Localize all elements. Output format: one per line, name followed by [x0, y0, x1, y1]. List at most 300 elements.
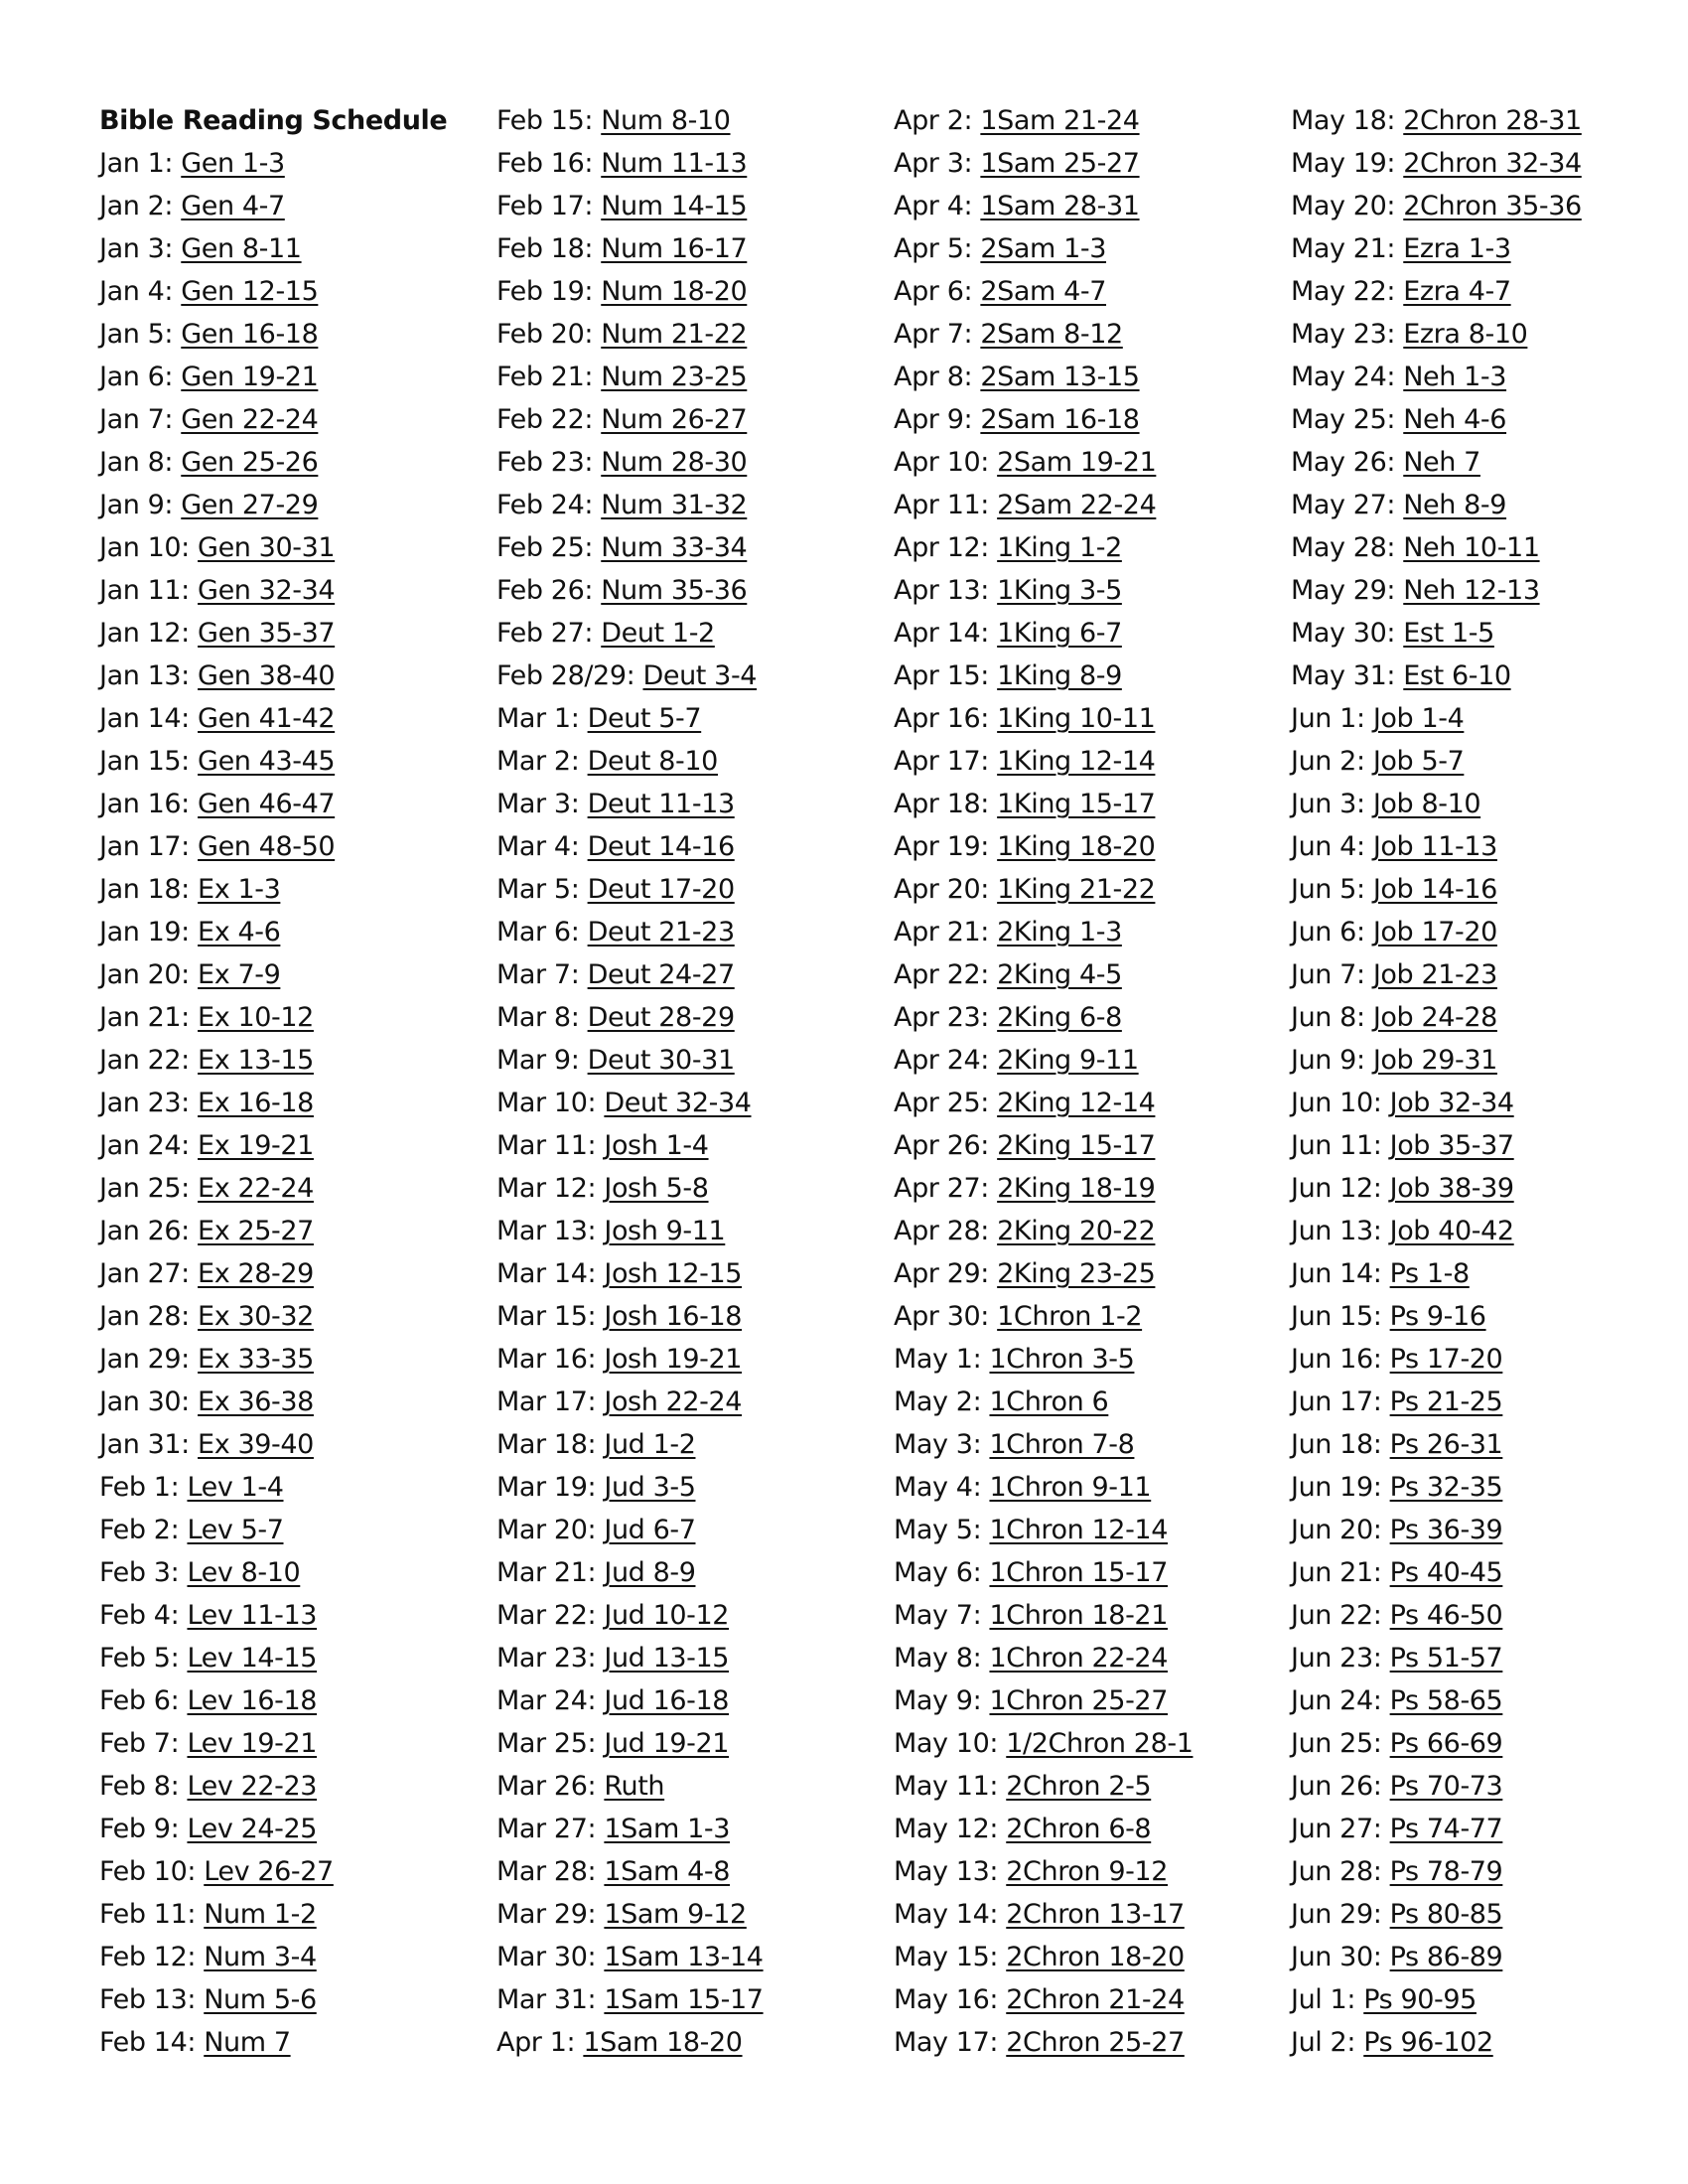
schedule-date: Feb 9:	[99, 1814, 180, 1844]
schedule-row	[894, 526, 1281, 569]
schedule-date: Feb 26:	[496, 575, 594, 606]
reading-link[interactable]: Ps 58-65	[1389, 1685, 1503, 1716]
reading-link[interactable]: Ex 30-32	[198, 1301, 314, 1332]
schedule-date: May 4:	[894, 1472, 982, 1503]
schedule-date: May 20:	[1291, 191, 1396, 221]
schedule-date: Jun 16:	[1291, 1344, 1382, 1375]
schedule-date: Feb 20:	[496, 319, 594, 350]
reading-link[interactable]: 1Sam 1-3	[604, 1814, 731, 1844]
schedule-date: Jun 19:	[1291, 1472, 1382, 1503]
reading-link[interactable]: Jud 1-2	[604, 1429, 696, 1460]
reading-link[interactable]: Josh 1-4	[604, 1130, 709, 1161]
reading-link[interactable]: 2Chron 28-31	[1403, 105, 1582, 136]
reading-link[interactable]: 1Chron 12-14	[989, 1515, 1168, 1545]
reading-link[interactable]: Lev 14-15	[187, 1643, 318, 1674]
reading-link[interactable]: 1King 6-7	[997, 618, 1122, 649]
reading-link[interactable]: Gen 12-15	[181, 276, 319, 307]
schedule-column-4	[1291, 99, 1678, 2064]
schedule-date: Jan 22:	[99, 1045, 190, 1076]
reading-link[interactable]: Gen 46-47	[198, 789, 336, 819]
reading-link[interactable]: 2Chron 9-12	[1006, 1856, 1168, 1887]
schedule-row	[99, 1978, 487, 2021]
reading-link[interactable]: 1Chron 9-11	[989, 1472, 1152, 1503]
reading-link[interactable]: Gen 19-21	[181, 362, 319, 392]
reading-link[interactable]: 1King 15-17	[997, 789, 1156, 819]
reading-link[interactable]: Lev 24-25	[187, 1814, 318, 1844]
schedule-date: Apr 12:	[894, 532, 989, 563]
schedule-date: Jun 21:	[1291, 1557, 1382, 1588]
reading-link[interactable]: Ezra 1-3	[1403, 233, 1511, 264]
reading-link[interactable]: Deut 1-2	[601, 618, 715, 649]
schedule-date: Feb 22:	[496, 404, 594, 435]
schedule-row	[894, 398, 1281, 441]
schedule-date: Mar 8:	[496, 1002, 580, 1033]
reading-link[interactable]: Num 5-6	[204, 1984, 317, 2015]
schedule-date: Mar 18:	[496, 1429, 597, 1460]
reading-link[interactable]: Deut 5-7	[587, 703, 702, 734]
reading-link[interactable]: Job 32-34	[1389, 1088, 1514, 1118]
reading-link[interactable]: Ex 28-29	[198, 1258, 314, 1289]
reading-link[interactable]: Gen 1-3	[181, 148, 285, 179]
reading-link[interactable]: Jud 13-15	[604, 1643, 730, 1674]
schedule-row	[99, 1893, 487, 1936]
schedule-row	[894, 2021, 1281, 2064]
schedule-row	[1291, 1338, 1678, 1381]
reading-link[interactable]: 2Chron 32-34	[1403, 148, 1582, 179]
schedule-row	[496, 99, 884, 142]
schedule-row	[99, 1466, 487, 1509]
reading-link[interactable]: Deut 28-29	[587, 1002, 735, 1033]
reading-link[interactable]: 1Sam 28-31	[980, 191, 1140, 221]
reading-link[interactable]: Ps 40-45	[1389, 1557, 1503, 1588]
reading-link[interactable]: Gen 32-34	[198, 575, 336, 606]
schedule-row	[496, 398, 884, 441]
reading-link[interactable]: 2Sam 19-21	[997, 447, 1157, 478]
schedule-row	[496, 996, 884, 1039]
reading-link[interactable]: Ex 7-9	[198, 959, 281, 990]
reading-link[interactable]: Lev 11-13	[187, 1600, 318, 1631]
reading-link[interactable]: Gen 41-42	[198, 703, 336, 734]
reading-link[interactable]: 2Chron 21-24	[1006, 1984, 1185, 2015]
reading-link[interactable]: Job 17-20	[1372, 917, 1497, 947]
schedule-date: May 29:	[1291, 575, 1396, 606]
schedule-date: May 23:	[1291, 319, 1396, 350]
reading-link[interactable]: Lev 26-27	[204, 1856, 334, 1887]
reading-link[interactable]: Ex 16-18	[198, 1088, 314, 1118]
reading-link[interactable]: Num 21-22	[601, 319, 748, 350]
schedule-date: Jan 9:	[99, 490, 174, 520]
reading-link[interactable]: Deut 32-34	[604, 1088, 752, 1118]
reading-link[interactable]: Num 14-15	[601, 191, 748, 221]
reading-link[interactable]: 1Sam 21-24	[980, 105, 1140, 136]
reading-link[interactable]: 1King 8-9	[997, 660, 1122, 691]
reading-link[interactable]: 1Sam 18-20	[583, 2027, 743, 2058]
reading-link[interactable]: Ruth	[604, 1771, 665, 1802]
reading-link[interactable]: Deut 24-27	[587, 959, 735, 990]
reading-link[interactable]: Num 23-25	[601, 362, 748, 392]
reading-link[interactable]: Ps 21-25	[1389, 1386, 1503, 1417]
schedule-row	[1291, 740, 1678, 783]
reading-link[interactable]: 1Chron 25-27	[989, 1685, 1168, 1716]
schedule-date: Mar 27:	[496, 1814, 597, 1844]
reading-link[interactable]: 1King 1-2	[997, 532, 1122, 563]
schedule-row	[894, 1167, 1281, 1210]
reading-link[interactable]: Jud 6-7	[604, 1515, 696, 1545]
schedule-date: Feb 5:	[99, 1643, 180, 1674]
reading-link[interactable]: Ex 22-24	[198, 1173, 314, 1204]
reading-link[interactable]: Est 1-5	[1403, 618, 1494, 649]
reading-link[interactable]: Jud 16-18	[604, 1685, 730, 1716]
reading-link[interactable]: Josh 9-11	[604, 1216, 726, 1246]
reading-link[interactable]: 2Sam 16-18	[980, 404, 1140, 435]
reading-link[interactable]: Num 31-32	[601, 490, 748, 520]
reading-link[interactable]: Num 8-10	[601, 105, 731, 136]
reading-link[interactable]: Job 35-37	[1389, 1130, 1514, 1161]
reading-link[interactable]: Job 40-42	[1389, 1216, 1514, 1246]
reading-link[interactable]: 2King 9-11	[997, 1045, 1139, 1076]
reading-link[interactable]: Ex 36-38	[198, 1386, 314, 1417]
schedule-row	[99, 783, 487, 825]
schedule-row	[496, 270, 884, 313]
schedule-row	[99, 996, 487, 1039]
reading-link[interactable]: Ex 10-12	[198, 1002, 314, 1033]
schedule-date: May 2:	[894, 1386, 982, 1417]
schedule-date: Feb 21:	[496, 362, 594, 392]
reading-link[interactable]: Gen 30-31	[198, 532, 336, 563]
reading-link[interactable]: 2Chron 18-20	[1006, 1942, 1185, 1972]
reading-link[interactable]: Lev 16-18	[187, 1685, 318, 1716]
reading-link[interactable]: Deut 3-4	[642, 660, 758, 691]
reading-link[interactable]: Deut 14-16	[587, 831, 735, 862]
reading-link[interactable]: Ps 51-57	[1389, 1643, 1503, 1674]
reading-link[interactable]: 2King 4-5	[997, 959, 1122, 990]
reading-link[interactable]: 2King 1-3	[997, 917, 1122, 947]
schedule-row	[894, 1509, 1281, 1551]
schedule-date: Apr 7:	[894, 319, 973, 350]
reading-link[interactable]: Josh 22-24	[604, 1386, 743, 1417]
schedule-date: May 22:	[1291, 276, 1396, 307]
reading-link[interactable]: Ps 70-73	[1389, 1771, 1503, 1802]
reading-link[interactable]: Ps 32-35	[1389, 1472, 1503, 1503]
reading-link[interactable]: Ex 4-6	[198, 917, 281, 947]
reading-link[interactable]: Num 28-30	[601, 447, 748, 478]
reading-link[interactable]: Gen 8-11	[181, 233, 302, 264]
reading-link[interactable]: Ps 78-79	[1389, 1856, 1503, 1887]
reading-link[interactable]: 1King 12-14	[997, 746, 1156, 777]
reading-link[interactable]: Ps 80-85	[1389, 1899, 1503, 1930]
reading-link[interactable]: 1Chron 6	[989, 1386, 1109, 1417]
reading-link[interactable]: Ps 36-39	[1389, 1515, 1503, 1545]
reading-link[interactable]: Gen 25-26	[181, 447, 319, 478]
reading-link[interactable]: 1King 10-11	[997, 703, 1156, 734]
schedule-date: Jan 12:	[99, 618, 190, 649]
schedule-row	[99, 569, 487, 612]
reading-link[interactable]: 2Chron 2-5	[1006, 1771, 1152, 1802]
schedule-row	[496, 1167, 884, 1210]
reading-link[interactable]: Num 18-20	[601, 276, 748, 307]
reading-link[interactable]: Gen 38-40	[198, 660, 336, 691]
reading-link[interactable]: Deut 17-20	[587, 874, 735, 905]
schedule-date: Mar 15:	[496, 1301, 597, 1332]
reading-link[interactable]: Neh 1-3	[1403, 362, 1507, 392]
reading-link[interactable]: Job 8-10	[1372, 789, 1481, 819]
schedule-row	[894, 99, 1281, 142]
reading-link[interactable]: Job 1-4	[1372, 703, 1465, 734]
schedule-row	[99, 1295, 487, 1338]
schedule-row	[894, 227, 1281, 270]
schedule-date: Feb 13:	[99, 1984, 197, 2015]
reading-link[interactable]: 2King 6-8	[997, 1002, 1122, 1033]
schedule-row	[496, 484, 884, 526]
schedule-row	[1291, 569, 1678, 612]
schedule-date: Mar 11:	[496, 1130, 597, 1161]
schedule-date: Jan 31:	[99, 1429, 190, 1460]
schedule-row	[1291, 1850, 1678, 1893]
schedule-date: Jun 4:	[1291, 831, 1365, 862]
schedule-date: Apr 6:	[894, 276, 973, 307]
schedule-row	[496, 1295, 884, 1338]
schedule-date: Jun 12:	[1291, 1173, 1382, 1204]
reading-link[interactable]: Lev 8-10	[187, 1557, 301, 1588]
reading-link[interactable]: 2King 12-14	[997, 1088, 1156, 1118]
reading-link[interactable]: Ex 33-35	[198, 1344, 314, 1375]
reading-link[interactable]: Num 7	[204, 2027, 291, 2058]
schedule-row	[1291, 526, 1678, 569]
schedule-row	[894, 825, 1281, 868]
reading-link[interactable]: Ps 74-77	[1389, 1814, 1503, 1844]
schedule-row	[99, 1338, 487, 1381]
reading-link[interactable]: 1Sam 25-27	[980, 148, 1140, 179]
reading-link[interactable]: 2Sam 13-15	[980, 362, 1140, 392]
reading-link[interactable]: 2Sam 1-3	[980, 233, 1107, 264]
reading-link[interactable]: Ezra 8-10	[1403, 319, 1528, 350]
schedule-row	[99, 1637, 487, 1679]
reading-link[interactable]: Neh 10-11	[1403, 532, 1540, 563]
reading-link[interactable]: Deut 11-13	[587, 789, 735, 819]
reading-link[interactable]: Gen 16-18	[181, 319, 319, 350]
reading-link[interactable]: Gen 22-24	[181, 404, 319, 435]
schedule-row	[496, 1765, 884, 1808]
schedule-date: Jun 17:	[1291, 1386, 1382, 1417]
reading-link[interactable]: 1Chron 18-21	[989, 1600, 1168, 1631]
schedule-row	[1291, 1722, 1678, 1765]
schedule-date: Feb 1:	[99, 1472, 180, 1503]
schedule-row	[496, 569, 884, 612]
reading-link[interactable]: 2Chron 35-36	[1403, 191, 1582, 221]
reading-link[interactable]: Job 5-7	[1372, 746, 1465, 777]
reading-link[interactable]: 1/2Chron 28-1	[1006, 1728, 1194, 1759]
reading-link[interactable]: Num 1-2	[204, 1899, 317, 1930]
schedule-date: Feb 27:	[496, 618, 594, 649]
reading-link[interactable]: Deut 21-23	[587, 917, 735, 947]
reading-link[interactable]: 1Chron 22-24	[989, 1643, 1168, 1674]
reading-link[interactable]: 1Chron 3-5	[989, 1344, 1135, 1375]
schedule-row	[99, 1551, 487, 1594]
reading-link[interactable]: Lev 19-21	[187, 1728, 318, 1759]
reading-link[interactable]: Josh 16-18	[604, 1301, 743, 1332]
schedule-date: Feb 3:	[99, 1557, 180, 1588]
reading-link[interactable]: 2Chron 13-17	[1006, 1899, 1185, 1930]
reading-link[interactable]: Deut 30-31	[587, 1045, 735, 1076]
schedule-row	[1291, 1637, 1678, 1679]
schedule-row	[1291, 612, 1678, 655]
schedule-date: May 8:	[894, 1643, 982, 1674]
schedule-date: Jan 5:	[99, 319, 174, 350]
reading-link[interactable]: Ex 25-27	[198, 1216, 314, 1246]
reading-link[interactable]: Ps 26-31	[1389, 1429, 1503, 1460]
schedule-date: Jun 10:	[1291, 1088, 1382, 1118]
reading-link[interactable]: Lev 5-7	[187, 1515, 284, 1545]
reading-link[interactable]: Gen 35-37	[198, 618, 336, 649]
reading-link[interactable]: Ps 90-95	[1363, 1984, 1477, 2015]
reading-link[interactable]: Ex 19-21	[198, 1130, 314, 1161]
reading-link[interactable]: Num 26-27	[601, 404, 748, 435]
reading-link[interactable]: 2Sam 8-12	[980, 319, 1123, 350]
reading-link[interactable]: 1Chron 7-8	[989, 1429, 1135, 1460]
schedule-row	[99, 1936, 487, 1978]
reading-link[interactable]: 1King 21-22	[997, 874, 1156, 905]
reading-link[interactable]: Neh 12-13	[1403, 575, 1540, 606]
reading-link[interactable]: Jud 3-5	[604, 1472, 696, 1503]
schedule-date: May 17:	[894, 2027, 999, 2058]
reading-link[interactable]: Gen 43-45	[198, 746, 336, 777]
schedule-date: Feb 17:	[496, 191, 594, 221]
schedule-row	[894, 270, 1281, 313]
schedule-date: May 27:	[1291, 490, 1396, 520]
schedule-row	[1291, 1210, 1678, 1252]
schedule-row	[496, 1637, 884, 1679]
schedule-row	[894, 1594, 1281, 1637]
schedule-date: Jun 18:	[1291, 1429, 1382, 1460]
schedule-row	[1291, 655, 1678, 697]
reading-link[interactable]: Ps 86-89	[1389, 1942, 1503, 1972]
schedule-row	[1291, 1082, 1678, 1124]
reading-link[interactable]: Num 33-34	[601, 532, 748, 563]
reading-link[interactable]: Ex 39-40	[198, 1429, 314, 1460]
reading-link[interactable]: Gen 4-7	[181, 191, 285, 221]
reading-link[interactable]: Deut 8-10	[587, 746, 718, 777]
schedule-date: May 3:	[894, 1429, 982, 1460]
schedule-row	[99, 2021, 487, 2064]
schedule-date: Apr 13:	[894, 575, 989, 606]
schedule-row	[99, 655, 487, 697]
reading-link[interactable]: Gen 27-29	[181, 490, 319, 520]
reading-link[interactable]: Ps 9-16	[1389, 1301, 1486, 1332]
schedule-row	[1291, 996, 1678, 1039]
reading-link[interactable]: Job 38-39	[1389, 1173, 1514, 1204]
reading-link[interactable]: 1King 3-5	[997, 575, 1122, 606]
reading-link[interactable]: Num 3-4	[204, 1942, 317, 1972]
reading-link[interactable]: Num 35-36	[601, 575, 748, 606]
reading-link[interactable]: 1Chron 15-17	[989, 1557, 1168, 1588]
reading-link[interactable]: Neh 4-6	[1403, 404, 1507, 435]
reading-link[interactable]: 2Chron 6-8	[1006, 1814, 1152, 1844]
reading-link[interactable]: Jud 10-12	[604, 1600, 730, 1631]
reading-link[interactable]: Ps 17-20	[1389, 1344, 1503, 1375]
reading-link[interactable]: Gen 48-50	[198, 831, 336, 862]
schedule-date: Apr 9:	[894, 404, 973, 435]
reading-link[interactable]: Num 16-17	[601, 233, 748, 264]
schedule-date: Mar 22:	[496, 1600, 597, 1631]
schedule-date: Mar 6:	[496, 917, 580, 947]
reading-link[interactable]: Job 11-13	[1372, 831, 1497, 862]
reading-link[interactable]: Jud 8-9	[604, 1557, 696, 1588]
reading-link[interactable]: Ezra 4-7	[1403, 276, 1511, 307]
reading-link[interactable]: 2Sam 4-7	[980, 276, 1107, 307]
schedule-row	[894, 1252, 1281, 1295]
reading-link[interactable]: 2Chron 25-27	[1006, 2027, 1185, 2058]
reading-link[interactable]: 2King 15-17	[997, 1130, 1156, 1161]
schedule-date: Jan 25:	[99, 1173, 190, 1204]
schedule-row	[99, 1850, 487, 1893]
reading-link[interactable]: Ex 13-15	[198, 1045, 314, 1076]
reading-link[interactable]: Ps 46-50	[1389, 1600, 1503, 1631]
reading-link[interactable]: Josh 12-15	[604, 1258, 743, 1289]
schedule-row	[496, 142, 884, 185]
schedule-date: Jan 1:	[99, 148, 174, 179]
reading-link[interactable]: Ex 1-3	[198, 874, 281, 905]
reading-link[interactable]: 1King 18-20	[997, 831, 1156, 862]
reading-link[interactable]: Josh 19-21	[604, 1344, 743, 1375]
schedule-date: May 11:	[894, 1771, 999, 1802]
reading-link[interactable]: Lev 1-4	[187, 1472, 284, 1503]
schedule-date: Jan 2:	[99, 191, 174, 221]
schedule-row	[496, 612, 884, 655]
schedule-row	[496, 1936, 884, 1978]
schedule-row	[1291, 1295, 1678, 1338]
schedule-row	[496, 1850, 884, 1893]
reading-link[interactable]: 1Chron 1-2	[997, 1301, 1143, 1332]
reading-link[interactable]: 1Sam 15-17	[604, 1984, 764, 2015]
schedule-row	[1291, 227, 1678, 270]
reading-link[interactable]: Job 21-23	[1372, 959, 1497, 990]
reading-link[interactable]: Neh 7	[1403, 447, 1480, 478]
schedule-row	[496, 697, 884, 740]
reading-link[interactable]: 2King 20-22	[997, 1216, 1156, 1246]
schedule-date: Apr 21:	[894, 917, 989, 947]
schedule-row	[894, 953, 1281, 996]
schedule-date: Mar 5:	[496, 874, 580, 905]
reading-link[interactable]: Ps 1-8	[1389, 1258, 1470, 1289]
reading-link[interactable]: 1Sam 13-14	[604, 1942, 764, 1972]
schedule-row	[1291, 868, 1678, 911]
schedule-row	[99, 740, 487, 783]
schedule-row	[99, 1124, 487, 1167]
reading-link[interactable]: Neh 8-9	[1403, 490, 1507, 520]
schedule-date: May 13:	[894, 1856, 999, 1887]
reading-link[interactable]: 1Sam 4-8	[604, 1856, 731, 1887]
schedule-date: Jun 9:	[1291, 1045, 1365, 1076]
reading-link[interactable]: Job 14-16	[1372, 874, 1497, 905]
reading-link[interactable]: 2King 18-19	[997, 1173, 1156, 1204]
reading-link[interactable]: Lev 22-23	[187, 1771, 318, 1802]
reading-link[interactable]: 1Sam 9-12	[604, 1899, 747, 1930]
reading-link[interactable]: Job 29-31	[1372, 1045, 1497, 1076]
schedule-date: Jun 7:	[1291, 959, 1365, 990]
reading-link[interactable]: Est 6-10	[1403, 660, 1511, 691]
schedule-row	[1291, 1509, 1678, 1551]
reading-link[interactable]: 2King 23-25	[997, 1258, 1156, 1289]
reading-link[interactable]: Jud 19-21	[604, 1728, 730, 1759]
schedule-row	[99, 1722, 487, 1765]
reading-link[interactable]: Job 24-28	[1372, 1002, 1497, 1033]
reading-link[interactable]: Ps 66-69	[1389, 1728, 1503, 1759]
reading-link[interactable]: 2Sam 22-24	[997, 490, 1157, 520]
schedule-date: May 18:	[1291, 105, 1396, 136]
reading-link[interactable]: Num 11-13	[601, 148, 748, 179]
reading-link[interactable]: Ps 96-102	[1363, 2027, 1493, 2058]
reading-link[interactable]: Josh 5-8	[604, 1173, 709, 1204]
